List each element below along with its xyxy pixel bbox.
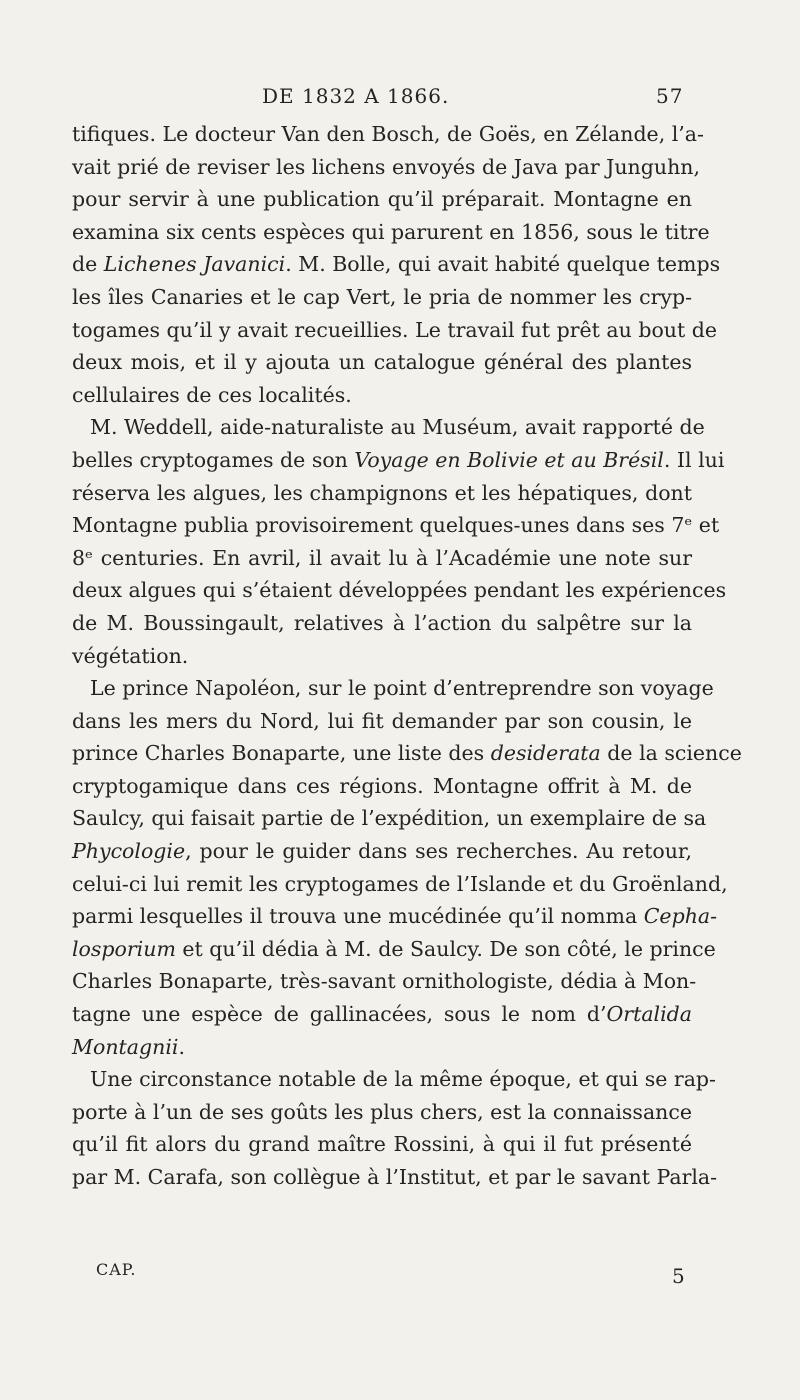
- italic-title: losporium: [72, 936, 176, 961]
- text-line: [72, 346, 692, 379]
- text-run: qu’il fit alors du grand maître Rossini, à qui il fut présenté: [72, 1132, 692, 1157]
- text-run: . M. Bolle, qui avait habité quelque temps: [285, 252, 721, 277]
- text-line: [72, 770, 692, 803]
- text-run: cryptogamique dans ces régions. Montagne offrit à M. de: [72, 773, 692, 798]
- page-header: [0, 84, 800, 112]
- text-line: [72, 607, 692, 640]
- text-run: Une circonstance notable de la même époque, et qui se rap-: [90, 1067, 716, 1092]
- text-run: 8ᵉ centuries. En avril, il avait lu à l’Académie une note sur: [72, 545, 692, 570]
- text-run: Le prince Napoléon, sur le point d’entreprendre son voyage: [90, 676, 714, 701]
- text-run: par M. Carafa, son collègue à l’Institut, et par le savant Parla-: [72, 1165, 718, 1189]
- text-run: cellulaires de ces localités.: [72, 382, 352, 407]
- text-line: [72, 411, 705, 444]
- page-number: 57: [656, 84, 684, 108]
- text-line: [72, 705, 692, 738]
- text-line: [72, 1096, 692, 1129]
- text-line: [72, 183, 692, 216]
- text-line: [72, 1031, 692, 1064]
- text-line: [72, 444, 725, 477]
- text-run: .: [178, 1034, 185, 1059]
- text-run: réserva les algues, les champignons et les hépatiques, dont: [72, 480, 692, 505]
- text-run: examina six cents espèces qui parurent en 1856, sous le titre: [72, 219, 710, 244]
- text-run: M. Weddell, aide-naturaliste au Muséum, avait rapporté de: [90, 415, 705, 440]
- text-run: Montagne publia provisoirement quelques-unes dans ses 7ᵉ et: [72, 513, 720, 538]
- text-line: [72, 900, 718, 933]
- italic-title: Ortalida: [606, 1002, 692, 1027]
- text-run: Charles Bonaparte, très-savant ornithologiste, dédia à Mon-: [72, 969, 697, 994]
- italic-title: desiderata: [490, 741, 601, 766]
- text-run: végétation.: [72, 643, 189, 668]
- text-run: de M. Boussingault, relatives à l’action du salpêtre sur la: [72, 610, 692, 635]
- text-run: celui-ci lui remit les cryptogames de l’Islande et du Groënland,: [72, 871, 728, 896]
- text-run: dans les mers du Nord, lui fit demander par son cousin, le: [72, 708, 692, 733]
- text-run: de la science: [600, 741, 742, 766]
- text-line: [72, 672, 714, 705]
- text-run: . Il lui: [663, 447, 725, 472]
- text-run: Saulcy, qui faisait partie de l’expédition, un exemplaire de sa: [72, 806, 707, 831]
- text-run: tifiques. Le docteur Van den Bosch, de Goës, en Zélande, l’a-: [72, 122, 704, 146]
- text-line: [72, 1161, 718, 1194]
- text-run: pour servir à une publication qu’il préparait. Montagne en: [72, 187, 692, 212]
- text-line: [72, 965, 697, 998]
- text-line: [72, 640, 692, 673]
- text-line: [72, 477, 692, 510]
- italic-title: Lichenes Javanici: [103, 252, 286, 277]
- text-line: [72, 216, 710, 249]
- italic-title: Montagnii: [72, 1034, 179, 1059]
- text-line: [72, 933, 716, 966]
- text-run: de: [72, 252, 104, 277]
- italic-title: Voyage en Bolivie et au Brésil: [354, 447, 664, 472]
- text-line: [72, 509, 720, 542]
- body-text: [72, 118, 742, 1194]
- text-line: [72, 379, 692, 412]
- text-line: [72, 151, 701, 184]
- text-run: deux algues qui s’étaient développées pendant les expériences: [72, 578, 727, 603]
- text-run: belles cryptogames de son: [72, 447, 355, 472]
- text-line: [72, 802, 707, 835]
- text-run: porte à l’un de ses goûts les plus chers, est la connaissance: [72, 1099, 692, 1124]
- signature-number: 5: [672, 1264, 685, 1288]
- text-run: et qu’il dédia à M. de Saulcy. De son côté, le prince: [175, 936, 716, 961]
- text-run: vait prié de reviser les lichens envoyés de Java par Junguhn,: [72, 154, 701, 179]
- italic-title: Phycologie: [72, 839, 186, 864]
- text-line: [72, 998, 692, 1031]
- page-footer: [0, 1260, 800, 1290]
- text-line: [72, 835, 692, 868]
- text-line: [72, 868, 728, 901]
- text-run: deux mois, et il y ajouta un catalogue général des plantes: [72, 350, 692, 375]
- text-run: togames qu’il y avait recueillies. Le travail fut prêt au bout de: [72, 317, 718, 342]
- text-line: [72, 281, 692, 314]
- text-line: [72, 542, 692, 575]
- text-line: [72, 574, 727, 607]
- italic-title: Cepha-: [643, 904, 718, 929]
- text-run: tagne une espèce de gallinacées, sous le nom d’: [72, 1002, 607, 1027]
- text-run: parmi lesquelles il trouva une mucédinée qu’il nomma: [72, 904, 644, 929]
- text-line: [72, 1063, 716, 1096]
- text-run: prince Charles Bonaparte, une liste des: [72, 741, 491, 766]
- text-line: [72, 737, 742, 770]
- text-line: [72, 314, 718, 347]
- running-title: DE 1832 A 1866.: [262, 84, 450, 108]
- signature-mark: CAP.: [96, 1260, 137, 1279]
- text-line: [72, 1128, 692, 1161]
- text-run: les îles Canaries et le cap Vert, le pria de nommer les cryp-: [72, 284, 692, 309]
- text-line: [72, 118, 704, 151]
- text-line: [72, 248, 721, 281]
- text-run: , pour le guider dans ses recherches. Au retour,: [185, 839, 692, 864]
